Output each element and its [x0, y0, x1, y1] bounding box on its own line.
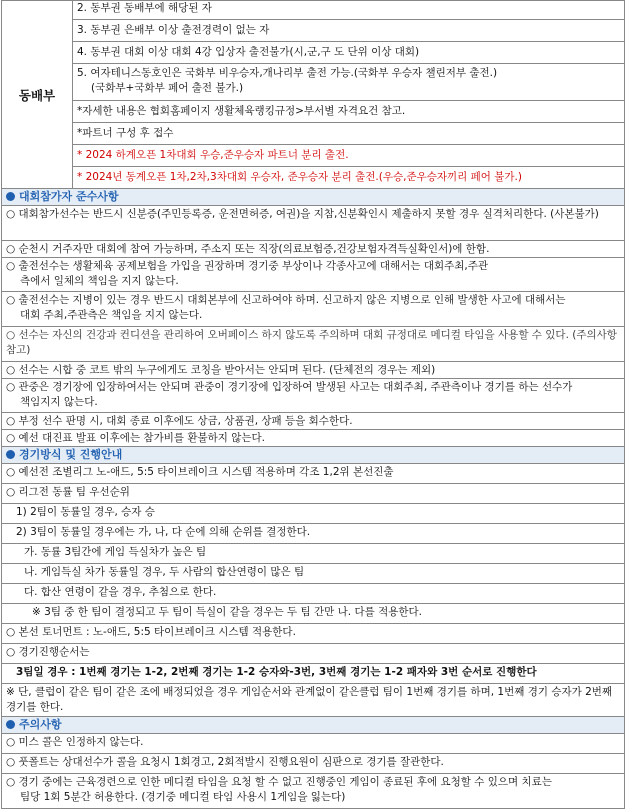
rule-item: ○ 부정 선수 판명 시, 대회 종료 이후에도 상금, 상품권, 상패 등을 회수한다.	[1, 413, 625, 430]
warning-item: * 2024 하계오픈 1차대회 우승,준우승자 파트너 분리 출전.	[73, 145, 624, 167]
rule-item	[1, 258, 625, 292]
rule-item: ○ 대회참가선수는 반드시 신분증(주민등록증, 운전면허증, 여권)을 지참,신분확인시 제출하지 못할 경우 실격처리한다. (사본불가)	[1, 206, 625, 241]
bullet-icon	[6, 720, 15, 729]
rule-item: ○ 선수는 시합 중 코트 밖의 누구에게도 코칭을 받아서는 안되며 된다. (단체전의 경우는 제외)	[1, 362, 625, 379]
section-header-rules	[1, 189, 625, 206]
rule-line: ○ 출전선수는 지병이 있는 경우 반드시 대회본부에 신고하여야 하며. 신고하지 않은 지병으로 인해 발생한 사고에 대해서는	[6, 294, 566, 306]
note-item: ○ 미스 콜은 인정하지 않는다.	[1, 734, 625, 754]
section-title: 주의사항	[19, 718, 62, 731]
rule-line: 측에서 일체의 책임을 지지 않는다.	[20, 275, 179, 287]
qualification-item	[73, 64, 624, 101]
qualification-line: 5. 여자테니스동호인은 국화부 비우승자,개나리부 출전 가능.(국화부 우승자 챌린저부 출전.)	[77, 67, 498, 79]
section-title: 대회참가자 준수사항	[19, 190, 119, 203]
rule-item	[1, 292, 625, 327]
qualification-item: 2. 동부권 동배부에 해당된 자	[73, 1, 624, 20]
note-item: ○ 풋폴트는 상대선수가 콜을 요청시 1회경고, 2회적발시 진행요원이 심판으로 경기를 잘관한다.	[1, 754, 625, 774]
category-cell: 동배부	[1, 1, 73, 189]
warning-item: * 2024년 동계오픈 1차,2차,3차대회 우승자, 준우승자 분리 출전.(우승,준우승자끼리 페어 불가.)	[73, 167, 624, 189]
method-item: ※ 단, 클럽이 같은 팀이 같은 조에 배정되었을 경우 게임순서와 관계없이 같은클럽 팀이 1번째 경기를 하며, 1번째 경기 승자가 2번째 경기를 한다.	[1, 684, 625, 717]
method-item: 가. 동률 3팀간에 게임 득실차가 높은 팀	[1, 544, 625, 564]
qualification-item: 4. 동부권 대회 이상 대회 4강 입상자 출전불가(시,군,구 도 단위 이상 대회)	[73, 42, 624, 64]
method-item: 나. 게임득실 차가 동률일 경우, 두 사람의 합산연령이 많은 팀	[1, 564, 625, 584]
qualification-line: (국화부+국화부 페어 출전 불가.)	[91, 82, 244, 94]
qualification-item: *자세한 내용은 협회홈페이지 생활체육랭킹규정>부서별 자격요건 참고.	[73, 101, 624, 123]
rule-item	[1, 379, 625, 413]
qualification-item: *파트너 구성 후 접수	[73, 123, 624, 145]
rule-line: ○ 출전선수는 생활체육 공제보험을 가입을 권장하며 경기중 부상이나 각종사고에 대해서는 대회주최,주관	[6, 260, 489, 272]
rule-item: ○ 예선 대진표 발표 이후에는 참가비를 환불하지 않는다.	[1, 430, 625, 447]
section-title: 경기방식 및 진행안내	[19, 448, 123, 461]
rule-line: 대회 주최,주관측은 책임을 지지 않는다.	[20, 309, 203, 321]
section-header-method	[1, 447, 625, 464]
bullet-icon	[6, 192, 15, 201]
rule-item: ○ 순천시 거주자만 대회에 참여 가능하며, 주소지 또는 직장(의료보험증,건강보험자격득실확인서)에 한함.	[1, 241, 625, 258]
qualification-table	[1, 0, 625, 189]
note-line: 팀당 1회 5분간 허용한다. (경기중 메디컬 타임 사용시 1게임을 잃는다)	[20, 791, 346, 803]
note-item	[1, 774, 625, 809]
method-item: ○ 본선 토너먼트 : 노-애드, 5:5 타이브레이크 시스템 적용한다.	[1, 624, 625, 644]
tournament-rules-document	[1, 0, 625, 809]
bullet-icon	[6, 450, 15, 459]
method-item: ○ 경기진행순서는	[1, 644, 625, 664]
note-line: ○ 경기 중에는 근육경련으로 인한 메디컬 타임을 요청 할 수 없고 진행중인 게임이 종료된 후에 요청할 수 있으며 치료는	[6, 776, 552, 788]
rule-line: 책임지지 않는다.	[20, 396, 98, 408]
method-item: ○ 리그전 동률 팀 우선순위	[1, 484, 625, 504]
section-header-notes	[1, 717, 625, 734]
method-item: 2) 3팀이 동률일 경우에는 가, 나, 다 순에 의해 순위를 결정한다.	[1, 524, 625, 544]
method-item: ※ 3팀 중 한 팀이 결정되고 두 팀이 득실이 같을 경우는 두 팀 간만 나. 다를 적용한다.	[1, 604, 625, 624]
method-item: 3팀일 경우 : 1번째 경기는 1-2, 2번째 경기는 1-2 승자와-3번, 3번째 경기는 1-2 패자와 3번 순서로 진행한다	[1, 664, 625, 684]
qualification-list	[73, 1, 625, 189]
method-item: 1) 2팀이 동률일 경우, 승자 승	[1, 504, 625, 524]
rule-line: ○ 관중은 경기장에 입장하여서는 안되며 관중이 경기장에 입장하여 발생된 사고는 대회주최, 주관측이나 경기를 하는 선수가	[6, 381, 573, 393]
qualification-item: 3. 동부권 은배부 이상 출전경력이 없는 자	[73, 20, 624, 42]
method-item: 다. 합산 연령이 같을 경우, 추첨으로 한다.	[1, 584, 625, 604]
rule-item: ○ 선수는 자신의 건강과 컨디션을 관리하여 오버페이스 하지 않도록 주의하며 대회 규정대로 메디컬 타임을 사용할 수 있다. (주의사항 참고)	[1, 327, 625, 362]
method-item: ○ 예선전 조별리그 노-애드, 5:5 타이브레이크 시스템 적용하며 각조 1,2위 본선진출	[1, 464, 625, 484]
